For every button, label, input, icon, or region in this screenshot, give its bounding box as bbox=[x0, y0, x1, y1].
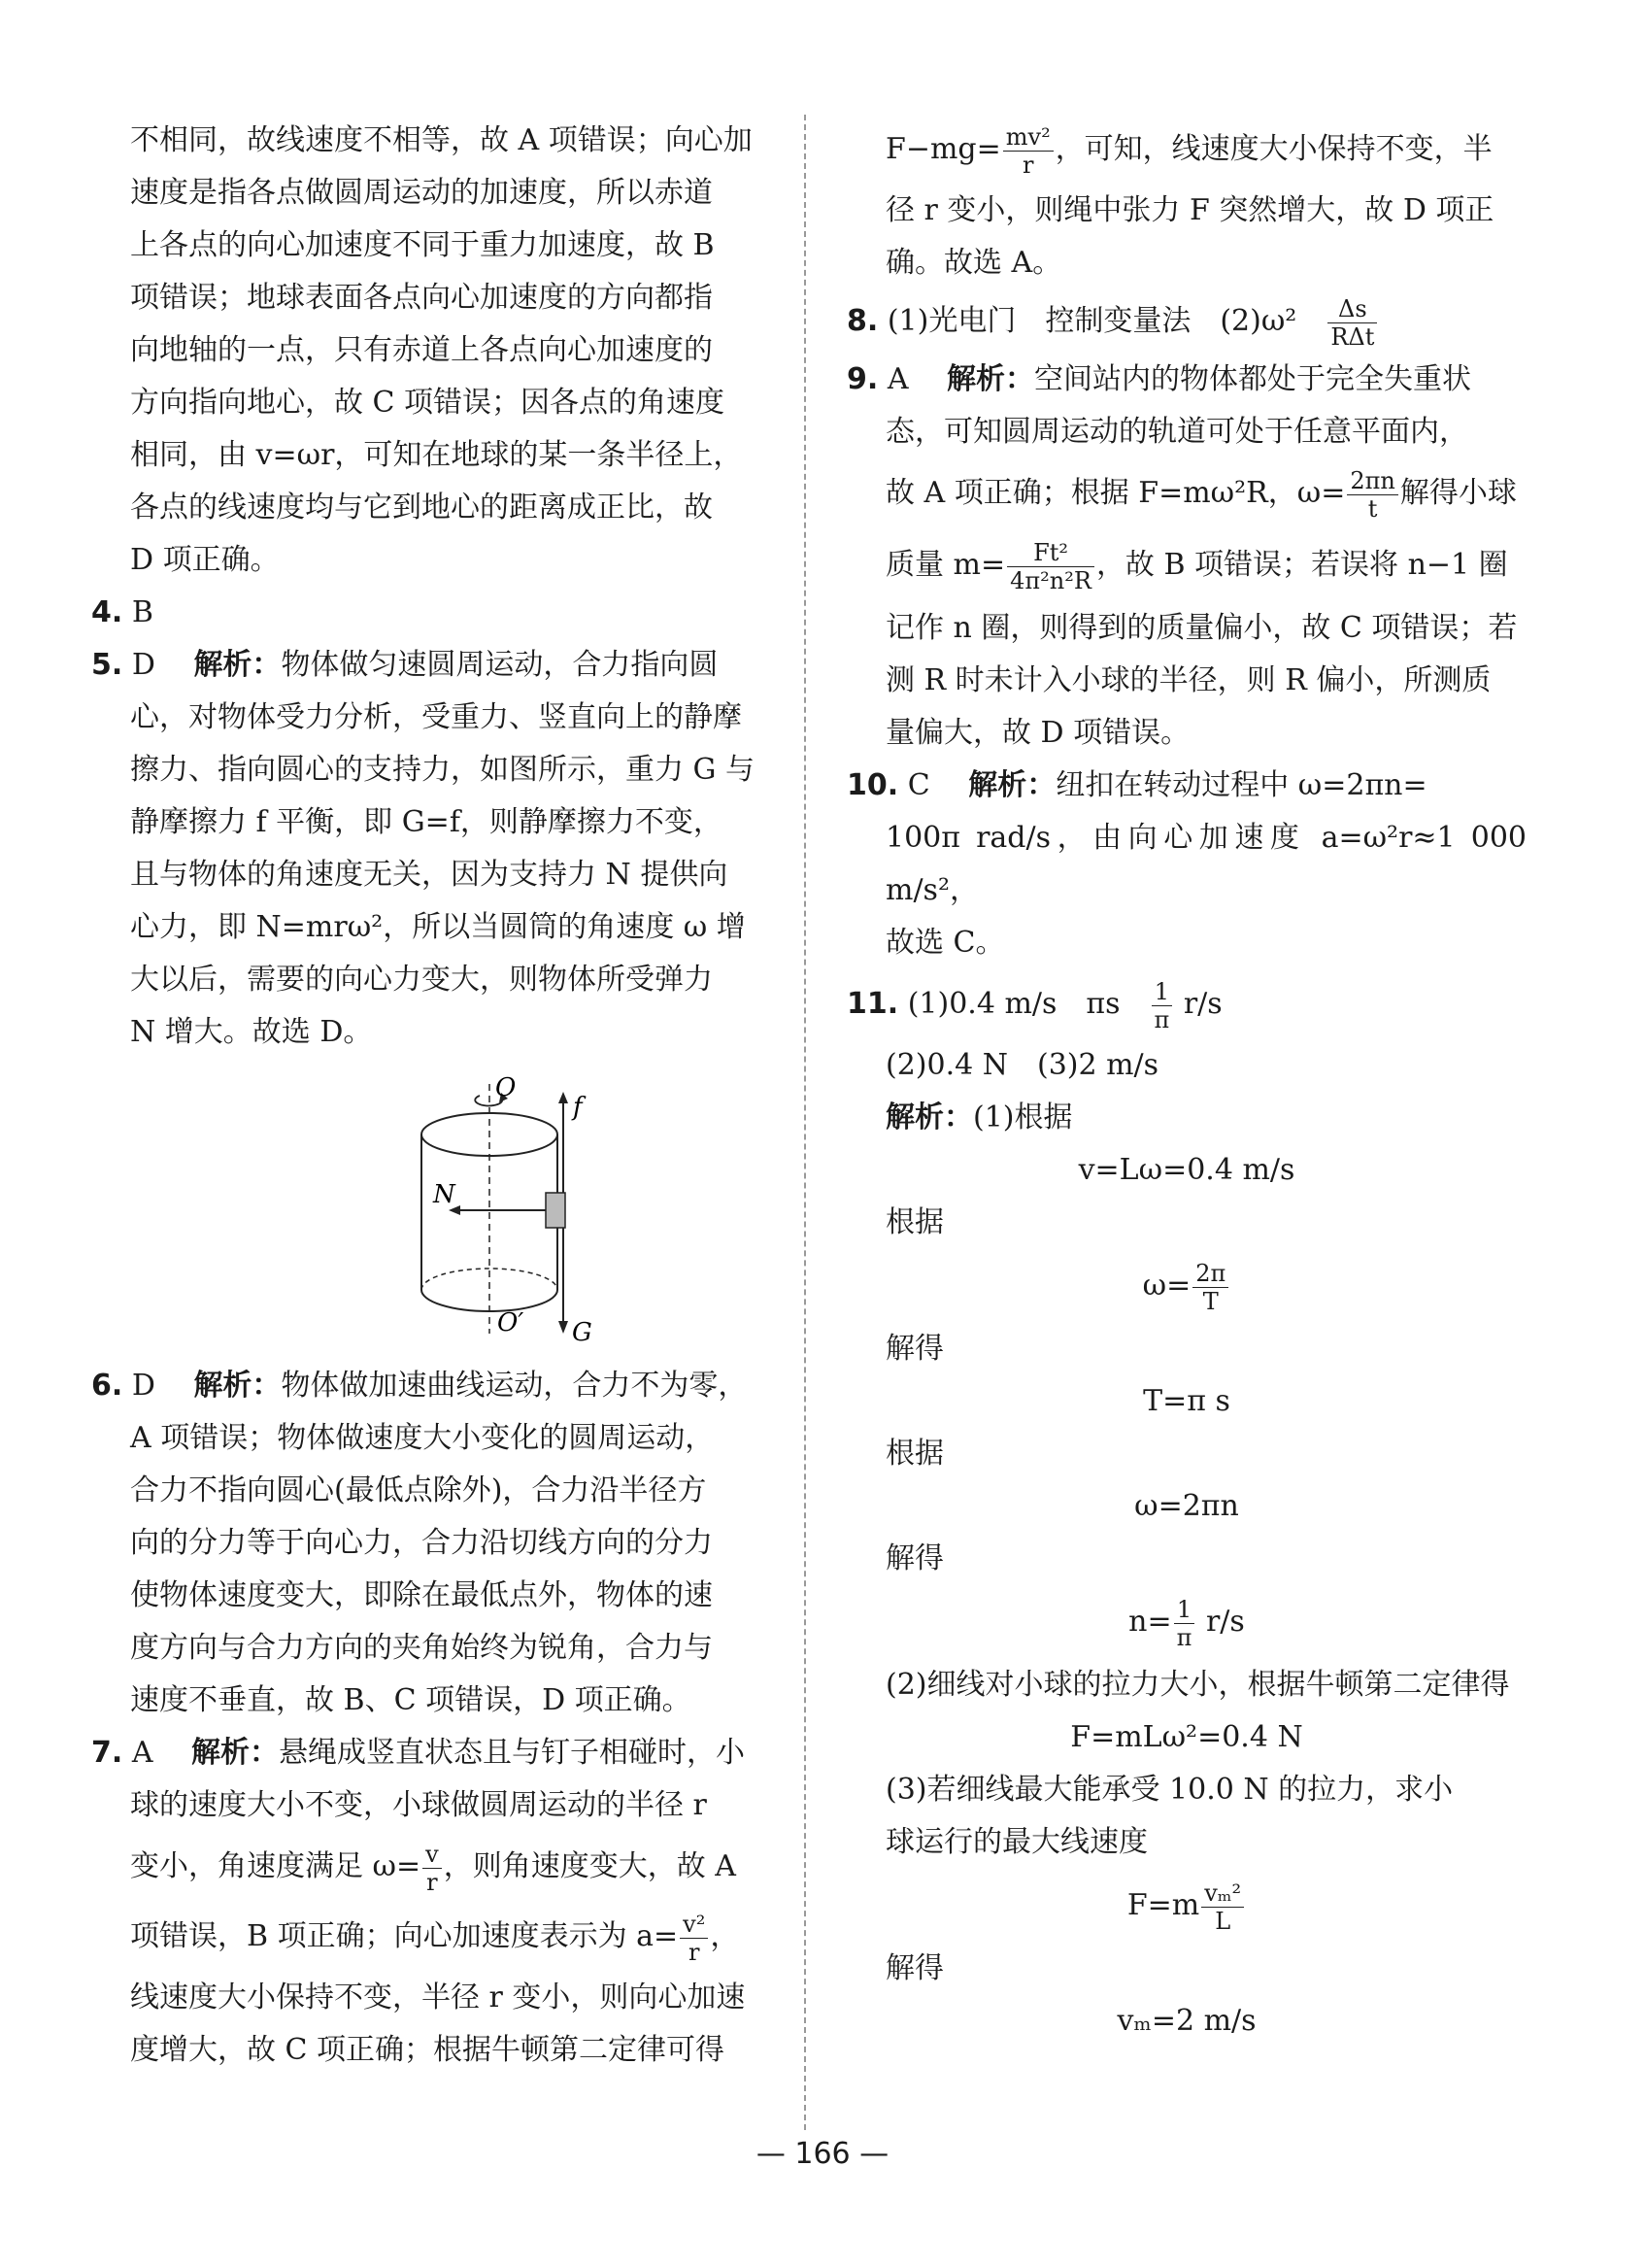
left-column bbox=[91, 115, 771, 2077]
text-line: 球的速度大小不变，小球做圆周运动的半径 r bbox=[130, 1788, 707, 1822]
text-line: 100π rad/s，由向心加速度 a=ω²r≈1 000 m/s²， bbox=[886, 821, 1527, 907]
text-line: 各点的线速度均与它到地心的距离成正比，故 bbox=[130, 491, 713, 525]
cylinder-force-diagram bbox=[383, 1066, 674, 1348]
text-line: 根据 bbox=[886, 1205, 944, 1239]
fraction: $\frac{\text{vₘ²}}{L}$ bbox=[1201, 1879, 1244, 1935]
answer-letter: A bbox=[131, 1736, 153, 1770]
fraction: $\frac{1}{\pi}$ bbox=[1174, 1596, 1195, 1651]
label-O-prime: O′ bbox=[497, 1308, 524, 1337]
equation: vₘ=2 m/s bbox=[1117, 2004, 1257, 2038]
text-line: 方向指向地心，故 C 项错误；因各点的角速度 bbox=[130, 386, 725, 420]
text-line: 度增大，故 C 项正确；根据牛顿第二定律可得 bbox=[130, 2033, 725, 2067]
text-line: 向地轴的一点，只有赤道上各点向心加速度的 bbox=[130, 333, 713, 367]
equation: F=m $\frac{\text{vₘ²}}{L}$ bbox=[847, 1869, 1527, 1943]
label-G: G bbox=[572, 1318, 592, 1347]
equation: v=Lω=0.4 m/s bbox=[1078, 1153, 1295, 1187]
analysis-label: 解析： bbox=[886, 1100, 973, 1134]
equation: F=mLω²=0.4 N bbox=[1070, 1720, 1303, 1754]
fraction: $\frac{2\pi n}{t}$ bbox=[1347, 467, 1398, 523]
q6-block bbox=[91, 1360, 771, 1727]
analysis-label: 解析： bbox=[968, 768, 1057, 802]
answer-letter: D bbox=[131, 648, 155, 682]
text-line: 物体做加速曲线运动，合力不为零， bbox=[281, 1369, 748, 1403]
label-N: N bbox=[433, 1180, 455, 1209]
text-line: 大以后，需要的向心力变大，则物体所受弹力 bbox=[130, 963, 713, 997]
text-line: 测 R 时未计入小球的半径，则 R 偏小，所测质 bbox=[886, 663, 1492, 697]
q10-block: 10. C 解析：纽扣在转动过程中 ω=2πn= 100π rad/s，由向心加速度 a=ω²r≈1 000 m/s²， 故选 C。 bbox=[847, 760, 1527, 969]
answer-letter: D bbox=[131, 1369, 155, 1403]
q7-continuation bbox=[847, 115, 1527, 289]
fraction: $\frac{\text{Ft²}}{\text{4π²n²R}}$ bbox=[1007, 539, 1094, 594]
text-line: N 增大。故选 D。 bbox=[130, 1015, 373, 1049]
question-number: 4. bbox=[91, 595, 123, 629]
fraction: $\frac{\Delta s}{\text{RΔt}}$ bbox=[1327, 295, 1377, 351]
equation: n= $\frac{1}{\pi}$ r/s bbox=[1128, 1595, 1245, 1651]
text-line: A 项错误；物体做速度大小变化的圆周运动， bbox=[130, 1421, 715, 1455]
text-line: 使物体速度变大，即除在最低点外，物体的速 bbox=[130, 1578, 713, 1612]
text-line: 记作 n 圈，则得到的质量偏小，故 C 项错误；若 bbox=[886, 611, 1518, 645]
text-line: 态，可知圆周运动的轨道可处于任意平面内， bbox=[886, 415, 1468, 449]
answer-letter: C bbox=[907, 768, 930, 802]
question-number: 5. bbox=[91, 648, 123, 682]
analysis-label: 解析： bbox=[191, 1736, 280, 1770]
text-line: 解得 bbox=[886, 1541, 944, 1575]
q7-block bbox=[91, 1727, 771, 2077]
text-line: 心，对物体受力分析，受重力、竖直向上的静摩 bbox=[130, 700, 742, 734]
equation: ω=2πn bbox=[1134, 1489, 1239, 1523]
text-line: 变小，角速度满足 ω= $\frac{v}{r}$ ，则角速度变大，故 A bbox=[130, 1840, 736, 1896]
question-number: 9. bbox=[847, 362, 879, 396]
text-line: 速度是指各点做圆周运动的加速度，所以赤道 bbox=[130, 176, 713, 210]
q11-block: 11. (1)0.4 m/s πs $\frac{1}{\pi}$ r/s (2)0.4 N (3)2 m/s 解析：(1)根据 v=Lω=0.4 m/s 根据 ω= $\frac{2\pi}{T}$ 解得 T=π s 根据 ω=2πn 解得 n= $\frac{1}{\pi}$ r/s (2)细线对小球的拉力大小，根据牛顿第二定律得 F=mLω²=0.4 N (3)若细线最大能承受 10.0 N 的拉力，求小 球运行的最大线速度 F=m $\frac{\text{vₘ²}}{L}$ 解得 vₘ=2 m/s bbox=[847, 969, 1527, 2048]
text-line: 悬绳成竖直状态且与钉子相碰时，小 bbox=[279, 1736, 746, 1770]
text-line: 上各点的向心加速度不同于重力加速度，故 B bbox=[130, 228, 715, 262]
question-number: 10. bbox=[847, 768, 899, 802]
gravity-arrowhead bbox=[558, 1321, 568, 1334]
fraction: $\frac{2\pi}{T}$ bbox=[1192, 1260, 1228, 1315]
text-line: 质量 m= $\frac{\text{Ft²}}{\text{4π²n²R}}$ ，故 B 项错误；若误将 n−1 圈 bbox=[886, 538, 1508, 594]
q4-answer bbox=[91, 587, 771, 639]
question-number: 8. bbox=[847, 304, 879, 338]
text-line: 速度不垂直，故 B、C 项错误，D 项正确。 bbox=[130, 1683, 691, 1717]
text-line: 项错误；地球表面各点向心加速度的方向都指 bbox=[130, 281, 713, 315]
analysis-label: 解析： bbox=[193, 648, 282, 682]
label-f: f bbox=[573, 1093, 583, 1122]
text-line: (3)若细线最大能承受 10.0 N 的拉力，求小 bbox=[886, 1773, 1454, 1807]
question-number: 11. bbox=[847, 987, 899, 1021]
fraction: $\frac{\text{v²}}{r}$ bbox=[680, 1911, 708, 1966]
question-number: 7. bbox=[91, 1736, 123, 1770]
text-line: 静摩擦力 f 平衡，即 G=f，则静摩擦力不变， bbox=[130, 805, 722, 839]
text-line: 解得 bbox=[886, 1951, 944, 1985]
text-line: D 项正确。 bbox=[130, 543, 280, 577]
block bbox=[546, 1193, 565, 1228]
fraction: $\frac{v}{r}$ bbox=[422, 1841, 442, 1896]
text-line: 故 A 项正确；根据 F=mω²R，ω= $\frac{2\pi n}{t}$ 解得小球 bbox=[886, 466, 1517, 523]
text-line: 合力不指向圆心(最低点除外)，合力沿半径方 bbox=[130, 1473, 707, 1507]
q9-block: 9. A 解析：空间站内的物体都处于完全失重状 态，可知圆周运动的轨道可处于任意平面内， 故 A 项正确；根据 F=mω²R，ω= $\frac{2\pi n}{t}$ 解得小球 质量 m= $\frac{\text{Ft²}}{\text{4π²n²R}}$ ，故 B 项错误；若误将 n−1 圈 记作 n 圈，则得到的质量偏小，故 C 项错误；若 测 R 时未计入小球的半径，则 R 偏小，所测质 量偏大，故 D 项错误。 bbox=[847, 354, 1527, 760]
text-line: 不相同，故线速度不相等，故 A 项错误；向心加 bbox=[130, 123, 753, 157]
equation: ω= $\frac{2\pi}{T}$ bbox=[847, 1249, 1527, 1323]
text-line: 项错误，B 项正确；向心加速度表示为 a= $\frac{\text{v²}}{r}$ ， bbox=[130, 1910, 740, 1966]
text-line: 解得 bbox=[886, 1332, 944, 1366]
text-line: F−mg= $\frac{\text{mv²}}{r}$ ，可知，线速度大小保持不变，半 bbox=[886, 122, 1493, 179]
text-line: 线速度大小保持不变，半径 r 变小，则向心加速 bbox=[130, 1980, 746, 2014]
text-line: 向的分力等于向心力，合力沿切线方向的分力 bbox=[130, 1526, 713, 1560]
equation: T=π s bbox=[1143, 1384, 1230, 1418]
text-line: 故选 C。 bbox=[886, 926, 1005, 960]
text-line: 球运行的最大线速度 bbox=[886, 1825, 1148, 1859]
text-line: 确。故选 A。 bbox=[886, 246, 1062, 280]
fraction: $\frac{1}{\pi}$ bbox=[1152, 978, 1173, 1033]
text-line: 量偏大，故 D 项错误。 bbox=[886, 716, 1191, 750]
friction-arrowhead bbox=[558, 1092, 568, 1103]
text-line: 根据 bbox=[886, 1437, 944, 1471]
text-line: (2)0.4 N (3)2 m/s bbox=[886, 1048, 1159, 1082]
text-line: (2)细线对小球的拉力大小，根据牛顿第二定律得 bbox=[886, 1668, 1510, 1702]
answer-letter: A bbox=[887, 362, 909, 396]
text-line: 相同，由 v=ωr，可知在地球的某一条半径上， bbox=[130, 438, 743, 472]
text-line: 擦力、指向圆心的支持力，如图所示，重力 G 与 bbox=[130, 753, 755, 787]
q8-answer: 8. (1)光电门 控制变量法 (2)ω² $\frac{\Delta s}{\text{RΔt}}$ bbox=[847, 289, 1527, 354]
label-O: O bbox=[495, 1073, 517, 1102]
answer-letter: B bbox=[131, 595, 153, 629]
text-line: 心力，即 N=mrω²，所以当圆筒的角速度 ω 增 bbox=[130, 910, 746, 944]
text-line: 度方向与合力方向的夹角始终为锐角，合力与 bbox=[130, 1631, 713, 1665]
fraction: $\frac{\text{mv²}}{r}$ bbox=[1003, 123, 1054, 179]
analysis-label: 解析： bbox=[193, 1369, 282, 1403]
cylinder-diagram-svg bbox=[383, 1066, 674, 1348]
text-line: 且与物体的角速度无关，因为支持力 N 提供向 bbox=[130, 858, 728, 892]
text-line: 径 r 变小，则绳中张力 F 突然增大，故 D 项正 bbox=[886, 193, 1494, 227]
question-number: 6. bbox=[91, 1369, 123, 1403]
right-column bbox=[847, 115, 1527, 2048]
q5-block bbox=[91, 639, 771, 1348]
column-divider bbox=[804, 115, 806, 2130]
analysis-label: 解析： bbox=[947, 362, 1035, 396]
text-line: 物体做匀速圆周运动，合力指向圆 bbox=[281, 648, 719, 682]
page-number: — 166 — bbox=[755, 2137, 890, 2171]
q3-continuation bbox=[91, 115, 771, 587]
